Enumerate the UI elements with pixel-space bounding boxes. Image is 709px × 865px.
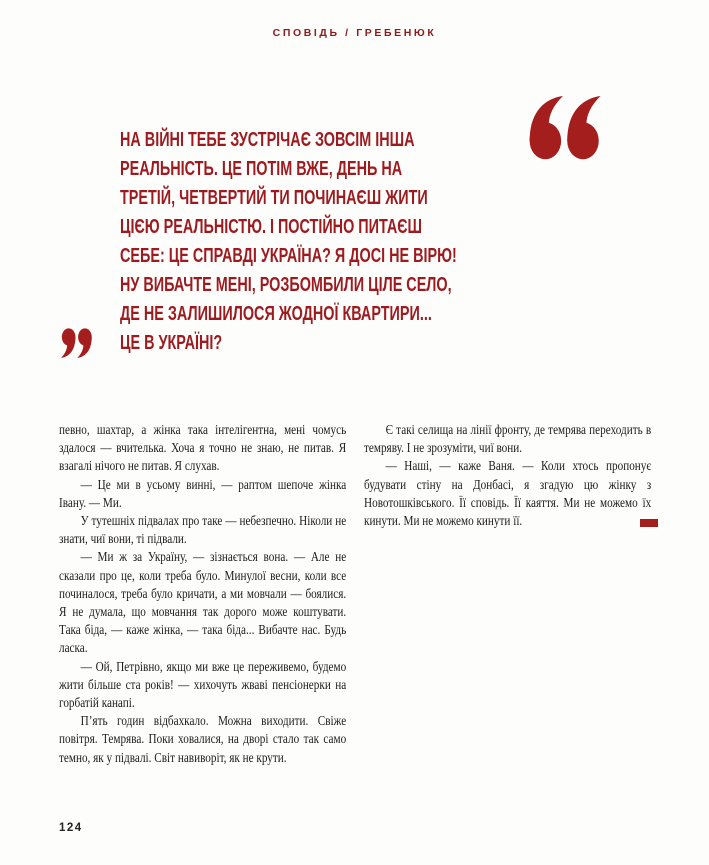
- page-number: 124: [59, 822, 83, 834]
- pull-quote-line: ДЕ НЕ ЗАЛИШИЛОСЯ ЖОДНОЇ КВАРТИРИ...: [120, 303, 432, 325]
- running-header: СПОВІДЬ / ГРЕБЕНЮК: [272, 27, 437, 39]
- paragraph: У тутешніх підвалах про таке — небезпечно. Ніколи не знати, чиї вони, ті підвали.: [59, 514, 347, 548]
- paragraph: певно, шахтар, а жінка така інтелігентна, мені чомусь здалося — вчителька. Хоча я точно не знаю, не питав. Я взагалі нічого не питав. Я слухав.: [59, 423, 347, 475]
- pull-quote: [120, 126, 523, 358]
- end-of-article-mark: [640, 519, 658, 527]
- pull-quote-line: ЦІЄЮ РЕАЛЬНІСТЮ. І ПОСТІЙНО ПИТАЄШ: [120, 216, 422, 238]
- paragraph: — Наші, — каже Ваня. — Коли хтось пропонує будувати стіну на Донбасі, я згадую цю жінку з Новотошківського. Її сповідь. Її каяття. Ми не можемо їх кинути. Ми не можемо кинути її.: [364, 459, 652, 530]
- pull-quote-line: СЕБЕ: ЦЕ СПРАВДІ УКРАЇНА? Я ДОСІ НЕ ВІРЮ!: [120, 245, 457, 267]
- pull-quote-line: РЕАЛЬНІСТЬ. ЦЕ ПОТІМ ВЖЕ, ДЕНЬ НА: [120, 158, 403, 180]
- left-column: [59, 422, 346, 768]
- pull-quote-line: ЦЕ В УКРАЇНІ?: [120, 332, 223, 354]
- paragraph: — Це ми в усьому винні, — раптом шепоче жінка Івану. — Ми.: [59, 477, 347, 511]
- paragraph: — Ми ж за Україну, — зізнається вона. — Але не сказали про це, коли треба було. Минулої весни, коли все починалося, треба було кричати, а ми мовчали — боялися. Я не думала, що мовчання так дорого може коштувати. Така біда, — каже жінка, — така біда... Вибачте нас. Будь ласка.: [59, 550, 347, 657]
- pull-quote-line: НУ ВИБАЧТЕ МЕНІ, РОЗБОМБИЛИ ЦІЛЕ СЕЛО,: [120, 274, 452, 296]
- pull-quote-line: ТРЕТІЙ, ЧЕТВЕРТИЙ ТИ ПОЧИНАЄШ ЖИТИ: [120, 187, 428, 209]
- pull-quote-line: НА ВІЙНІ ТЕБЕ ЗУСТРІЧАЄ ЗОВСІМ ІНША: [120, 129, 415, 151]
- right-column: [364, 422, 651, 531]
- open-quote-icon: [529, 96, 603, 160]
- paragraph: — Ой, Петрівно, якщо ми вже це переживемо, будемо жити більше ста років! — хихочуть жваві пенсіонерки на горбатій канапі.: [59, 659, 347, 712]
- paragraph: П’ять годин відбахкало. Можна виходити. Свіже повітря. Темрява. Поки ховалися, на дворі стало так само темно, як у підвалі. Світ навиворіт, як не крути.: [59, 714, 347, 766]
- paragraph: Є такі селища на лінії фронту, де темрява переходить в темряву. І не зрозуміти, чиї вони.: [364, 423, 652, 457]
- close-quote-icon: [60, 328, 92, 358]
